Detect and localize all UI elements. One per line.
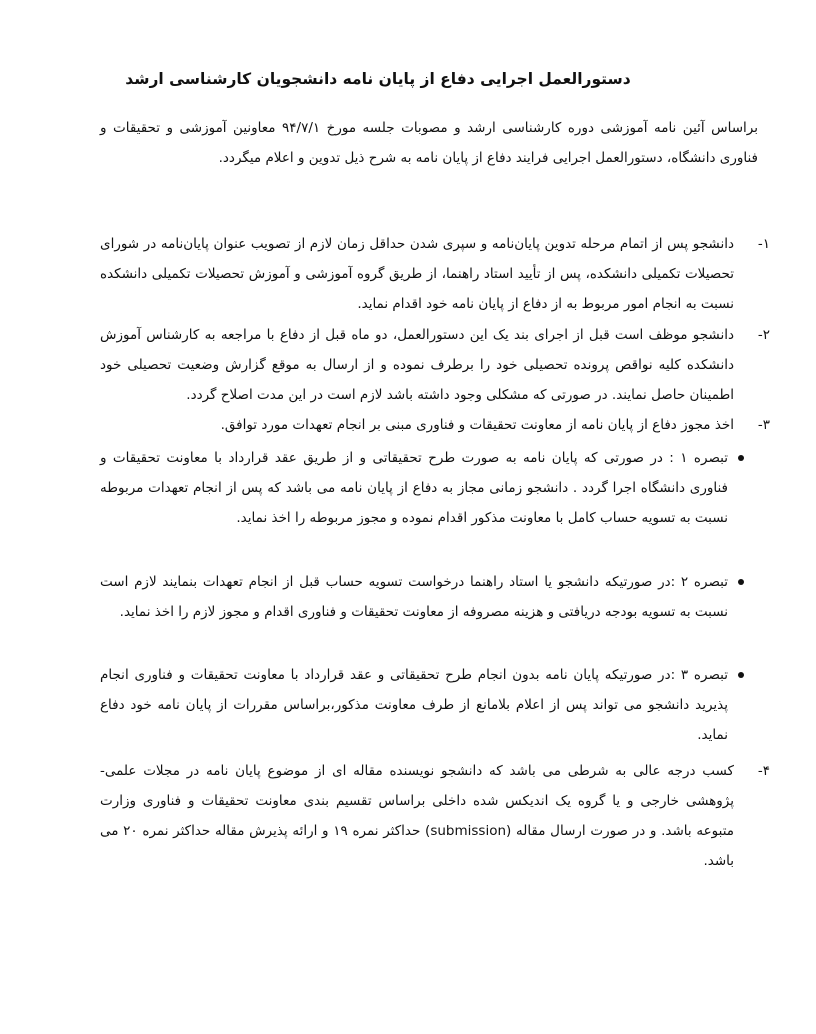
note-item <box>100 660 728 750</box>
document-title: دستورالعمل اجرایی دفاع از پایان نامه دانشجویان کارشناسی ارشد <box>125 70 631 88</box>
note-item <box>100 443 728 533</box>
list-item <box>100 320 770 410</box>
item-number: ۳- <box>757 417 770 433</box>
list-item <box>100 756 770 876</box>
item-text: کسب درجه عالی به شرطی می باشد که دانشجو نویسنده مقاله ای از موضوع پایان نامه در مجلات علمی- پژوهشی خارجی و یا گروه یک اندیکس شده داخلی براساس تقسیم بندی معاونت تحقیقات و فناوری وزارت متبوعه باشد. و در صورت ارسال مقاله (submission) حداکثر نمره ۱۹ و ارائه پذیرش مقاله حداکثر نمره ۲۰ می باشد. <box>100 763 734 869</box>
item-text: اخذ مجوز دفاع از پایان نامه از معاونت تحقیقات و فناوری مبنی بر انجام تعهدات مورد توافق. <box>220 417 734 433</box>
item-text: دانشجو موظف است قبل از اجرای بند یک این دستورالعمل، دو ماه قبل از دفاع با مراجعه به کارشناس آموزش دانشکده کلیه نواقص پرونده تحصیلی خود را برطرف نموده و از ارسال به موقع گزارش وضعیت تحصیلی خود اطمینان حاصل نمایند. در صورتی که مشکلی وجود داشته باشد لازم است در این مدت اصلاح گردد. <box>100 327 734 403</box>
list-item <box>100 229 770 319</box>
item-number: ۱- <box>757 236 770 252</box>
note-text: تبصره ۱ : در صورتی که پایان نامه به صورت طرح تحقیقاتی و از طریق عقد قرارداد با معاونت تحقیقات و فناوری دانشگاه اجرا گردد . دانشجو زمانی مجاز به دفاع از پایان نامه می باشد که پس از انجام تعهدات مربوطه نسبت به تسویه حساب کامل با معاونت مذکور اقدام نموده و مجوز مربوطه را اخذ نماید. <box>100 450 728 526</box>
note-item <box>100 567 728 627</box>
item-number: ۲- <box>757 327 770 343</box>
item-text: دانشجو پس از اتمام مرحله تدوین پایان‌نامه و سپری شدن حداقل زمان لازم از تصویب عنوان پایان‌نامه در شورای تحصیلات تکمیلی دانشکده، پس از تأیید استاد راهنما، از طریق گروه آموزشی و آموزش تحصیلات تکمیلی دانشکده نسبت به انجام امور مربوط به از دفاع از پایان نامه خود اقدام نماید. <box>100 236 734 312</box>
list-item <box>100 410 770 440</box>
bullet-icon <box>738 579 744 585</box>
note-text: تبصره ۲ :در صورتیکه دانشجو یا استاد راهنما درخواست تسویه حساب قبل از انجام تعهدات بنمایند لازم است نسبت به تسویه بودجه دریافتی و هزینه مصروفه از معاونت تحقیقات و فناوری اقدام و مجوز لازم را اخذ نماید. <box>100 574 728 620</box>
item-number: ۴- <box>757 763 770 779</box>
intro-paragraph: براساس آئین نامه آموزشی دوره کارشناسی ارشد و مصوبات جلسه مورخ ۹۴/۷/۱ معاونین آموزشی و تحقیقات و فناوری دانشگاه، دستورالعمل اجرایی فرایند دفاع از پایان نامه به شرح ذیل تدوین و اعلام میگردد. <box>100 120 759 166</box>
note-text: تبصره ۳ :در صورتیکه پایان نامه بدون انجام طرح تحقیقاتی و عقد قرارداد با معاونت تحقیقات و فناوری انجام پذیرید دانشجو می تواند پس از اعلام بلامانع از طرف معاونت مذکور،براساس مقررات از پایان نامه خود دفاع نماید. <box>100 667 728 743</box>
bullet-icon <box>738 672 744 678</box>
bullet-icon <box>738 455 744 461</box>
